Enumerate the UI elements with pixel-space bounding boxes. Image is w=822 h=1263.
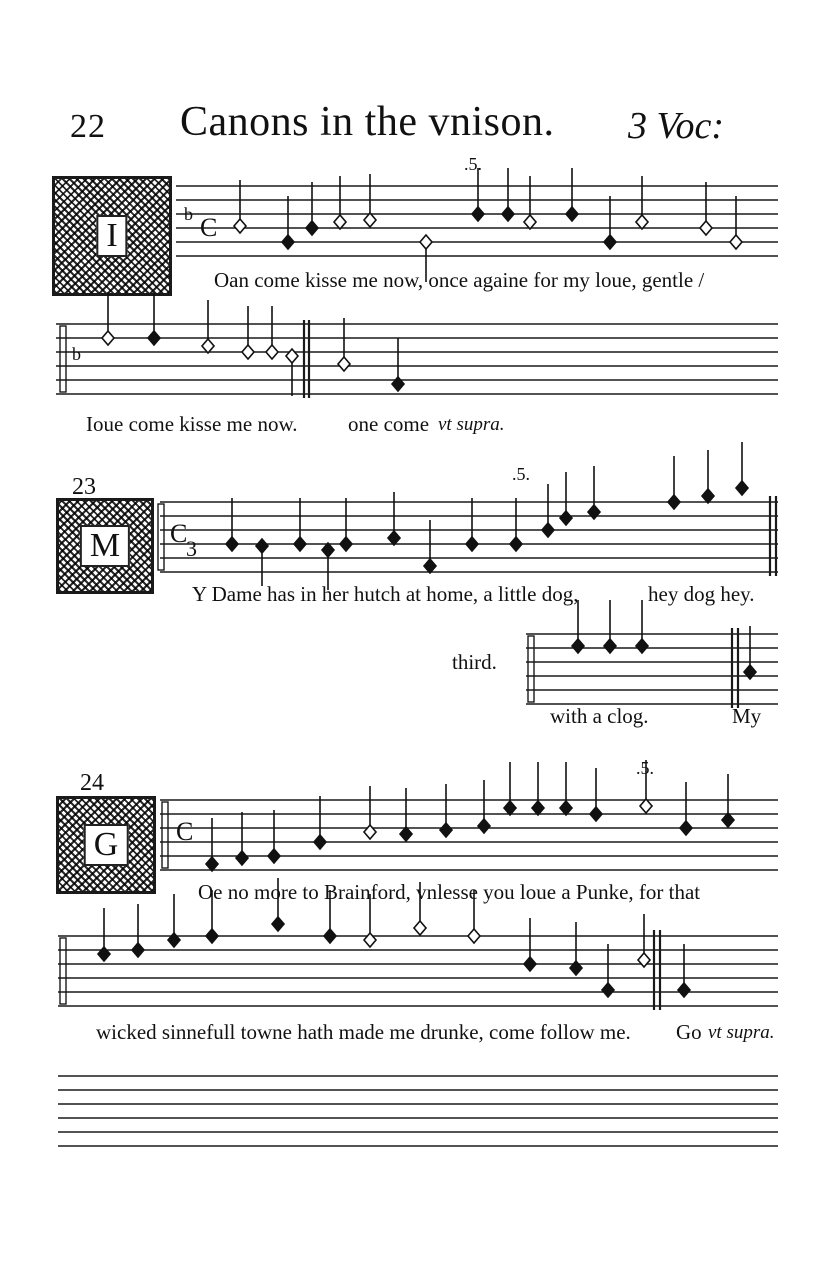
note-head — [236, 851, 248, 865]
page-title: Canons in the vnison. — [180, 99, 555, 145]
staff-4 — [526, 628, 778, 708]
lyric-canon-24-line-3: Go — [676, 1020, 702, 1044]
note-head — [202, 339, 214, 353]
voice-count: 3 Voc: — [628, 105, 725, 147]
note-head — [294, 537, 306, 551]
note-head — [638, 953, 650, 967]
note-head — [636, 639, 648, 653]
note-head — [730, 235, 742, 249]
note-head — [678, 983, 690, 997]
lyric-canon-23-line-2: hey dog hey. — [648, 582, 755, 606]
note-head — [744, 665, 756, 679]
lyric-canon-22-line-2: Ioue come kisse me now. — [86, 412, 298, 436]
lyric-canon-23-line-4: My — [732, 704, 762, 728]
note-head — [314, 835, 326, 849]
svg-text:b: b — [184, 204, 193, 224]
note-head — [636, 215, 648, 229]
note-head — [502, 207, 514, 221]
signum-mark-3: .5. — [636, 758, 654, 778]
page-number: 22 — [70, 108, 106, 145]
note-head — [590, 807, 602, 821]
note-head — [424, 559, 436, 573]
svg-text:3: 3 — [186, 536, 197, 561]
lyric-canon-22-line-1: Oan come kisse me now, once againe for my loue, gentle / — [214, 268, 705, 292]
lyric-canon-24-line-2: wicked sinnefull towne hath made me drunke, come follow me. — [96, 1020, 631, 1044]
initial-letter-i-glyph: I — [96, 215, 127, 257]
note-head — [272, 917, 284, 931]
note-head — [468, 929, 480, 943]
lyric-canon-22-line-3: one come — [348, 412, 430, 436]
note-head — [282, 235, 294, 249]
note-head — [602, 983, 614, 997]
note-head — [524, 215, 536, 229]
note-head — [388, 531, 400, 545]
staff-6 — [58, 930, 778, 1010]
note-head — [466, 537, 478, 551]
note-head — [392, 377, 404, 391]
signum-mark-2: .5. — [512, 464, 530, 484]
note-head — [266, 345, 278, 359]
canon-number-24: 24 — [80, 770, 104, 796]
lyric-canon-24-line-1: Oe no more to Brainford, vnlesse you loue a Punke, for that — [198, 880, 701, 904]
note-head — [504, 801, 516, 815]
note-head — [234, 219, 246, 233]
lyric-canon-23-line-3: with a clog. — [550, 704, 649, 728]
note-head — [132, 943, 144, 957]
note-head — [206, 857, 218, 871]
note-head — [98, 947, 110, 961]
note-head — [570, 961, 582, 975]
note-head — [338, 357, 350, 371]
note-head — [324, 929, 336, 943]
staff-7 — [58, 1076, 778, 1146]
note-head — [572, 639, 584, 653]
staff-2 — [56, 320, 778, 398]
lyric-canon-23-label-third: third. — [452, 650, 497, 674]
note-head — [604, 235, 616, 249]
note-head — [702, 489, 714, 503]
canon-number-23: 23 — [72, 474, 96, 500]
note-head — [256, 539, 268, 553]
note-head — [364, 213, 376, 227]
svg-text:b: b — [72, 344, 81, 364]
note-head — [472, 207, 484, 221]
note-head — [206, 929, 218, 943]
note-head — [478, 819, 490, 833]
svg-text:C: C — [200, 213, 218, 242]
note-head — [700, 221, 712, 235]
note-head — [364, 825, 376, 839]
note-head — [524, 957, 536, 971]
lyric-canon-22-direction: vt supra. — [438, 414, 505, 435]
note-head — [668, 495, 680, 509]
note-head — [510, 537, 522, 551]
note-head — [420, 235, 432, 249]
note-head — [268, 849, 280, 863]
note-head — [148, 331, 160, 345]
note-head — [680, 821, 692, 835]
initial-letter-m-glyph: M — [80, 525, 130, 567]
note-head — [226, 537, 238, 551]
svg-text:C: C — [176, 817, 194, 846]
note-head — [242, 345, 254, 359]
note-head — [560, 801, 572, 815]
initial-letter-g-glyph: G — [84, 824, 129, 866]
note-head — [334, 215, 346, 229]
note-head — [400, 827, 412, 841]
note-head — [102, 331, 114, 345]
note-head — [532, 801, 544, 815]
note-head — [440, 823, 452, 837]
note-head — [588, 505, 600, 519]
staff-3 — [160, 496, 778, 576]
note-head — [542, 523, 554, 537]
lyric-canon-24-direction: vt supra. — [708, 1022, 775, 1043]
note-head — [168, 933, 180, 947]
note-head — [414, 921, 426, 935]
note-head — [340, 537, 352, 551]
note-head — [286, 349, 298, 363]
note-head — [722, 813, 734, 827]
note-head — [604, 639, 616, 653]
lyric-canon-23-line-1: Y Dame has in her hutch at home, a little dog, — [192, 582, 579, 606]
note-head — [560, 511, 572, 525]
note-head — [306, 221, 318, 235]
signum-mark-1: .5. — [464, 154, 482, 174]
note-head — [364, 933, 376, 947]
svg-text:C: C — [170, 519, 188, 548]
note-head — [736, 481, 748, 495]
note-head — [566, 207, 578, 221]
note-head — [322, 543, 334, 557]
note-head — [640, 799, 652, 813]
